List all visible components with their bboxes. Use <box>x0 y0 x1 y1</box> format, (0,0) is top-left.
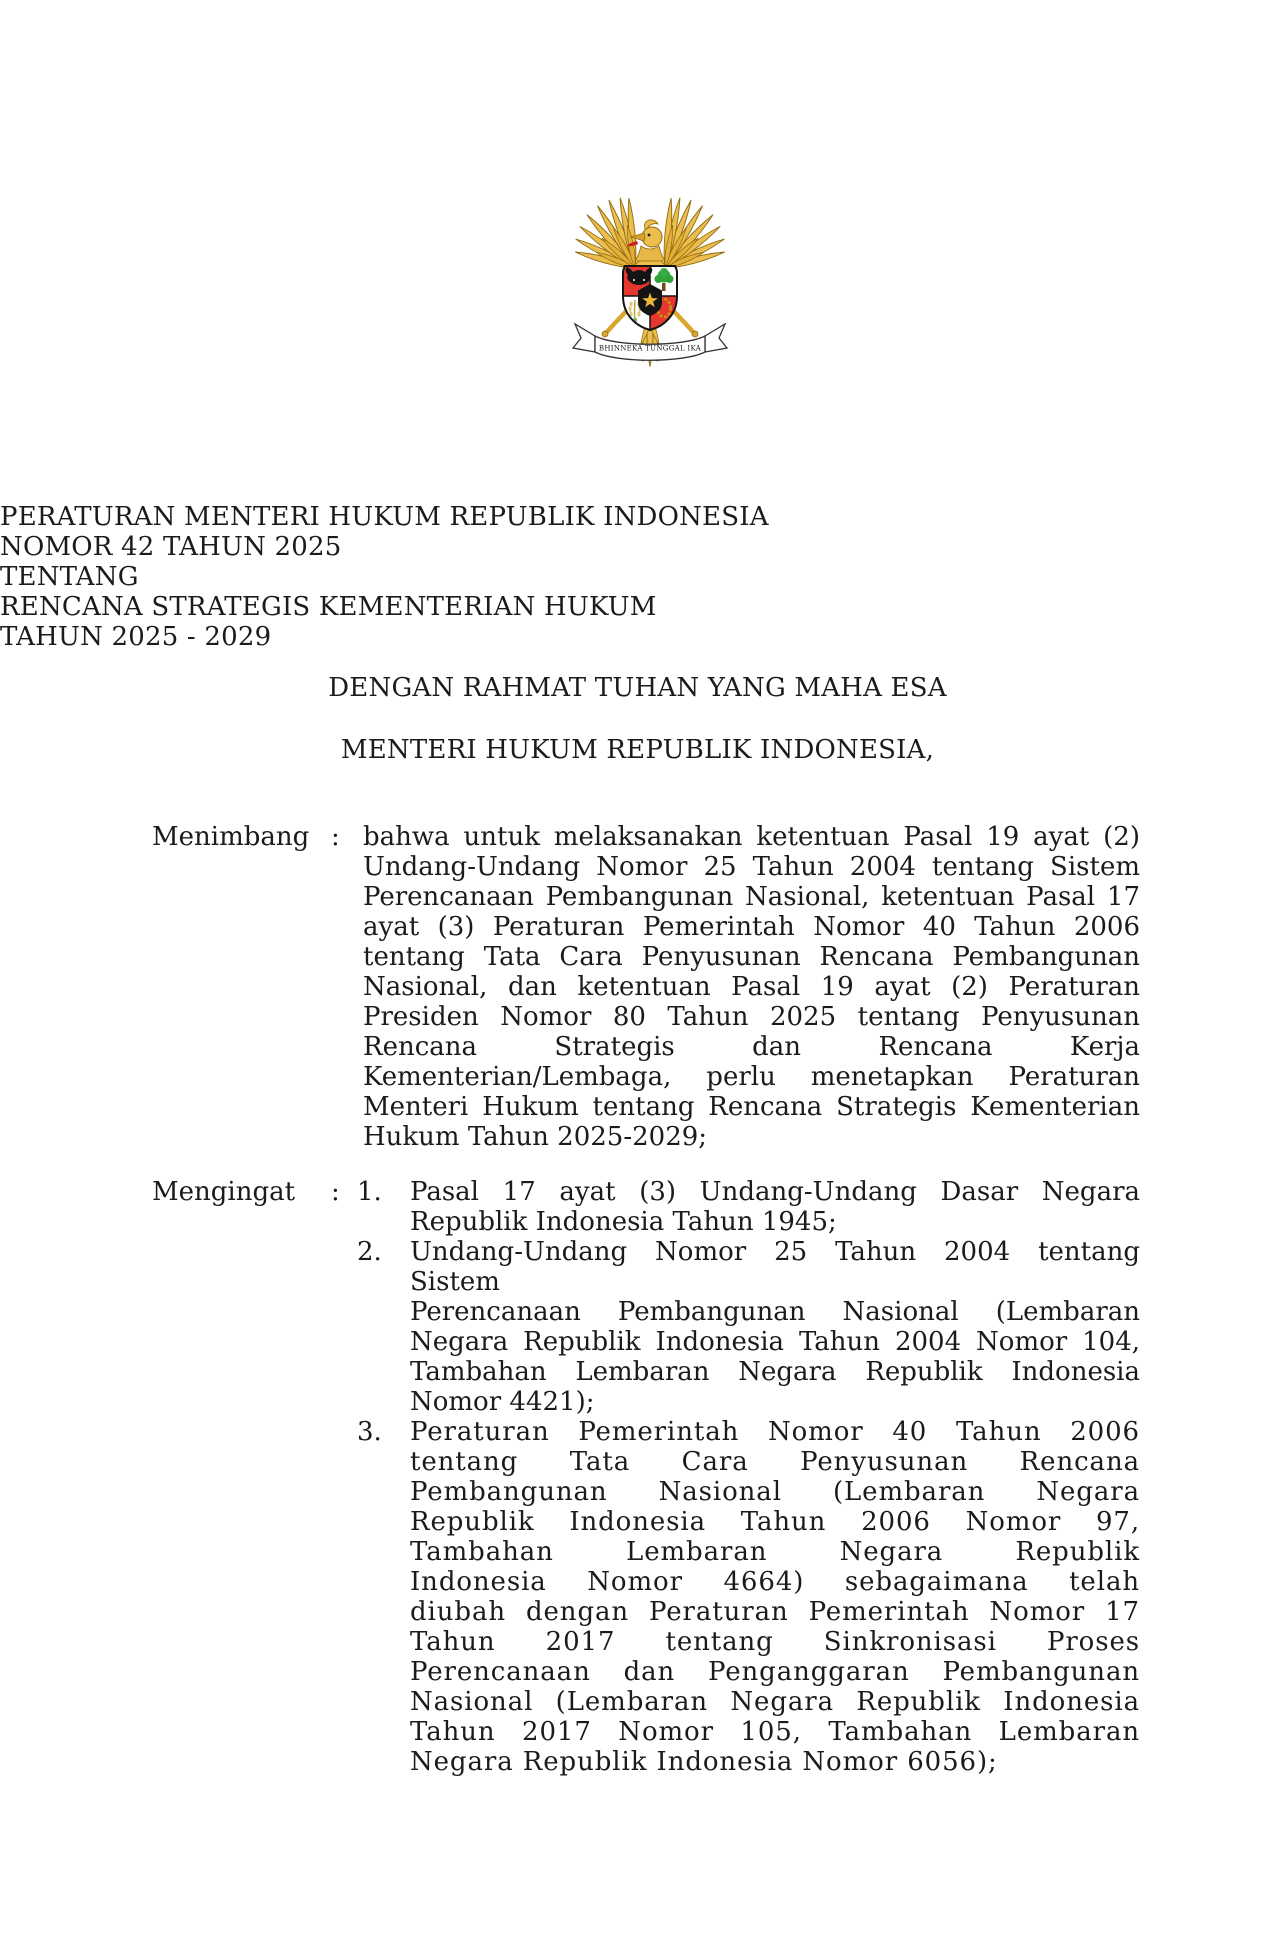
text-line: Presiden Nomor 80 Tahun 2025 tentang Penyusunan <box>363 1002 1140 1032</box>
text-line: Peraturan Pemerintah Nomor 40 Tahun 2006 <box>410 1417 1140 1447</box>
text-line: Tambahan Lembaran Negara Republik Indonesia <box>410 1357 1140 1387</box>
preamble-invocation: DENGAN RAHMAT TUHAN YANG MAHA ESA <box>328 673 947 703</box>
text-line: Rencana Strategis dan Rencana Kerja <box>363 1032 1140 1062</box>
right-talon-icon <box>692 331 698 337</box>
text-line: Menteri Hukum tentang Rencana Strategis Kementerian <box>363 1092 1140 1122</box>
legal-basis-label: Mengingat <box>152 1177 296 1207</box>
text-line: Negara Republik Indonesia Nomor 6056); <box>410 1747 998 1777</box>
legal-basis-section <box>0 1177 1275 1777</box>
text-line: Perencanaan Pembangunan Nasional (Lembaran <box>410 1297 1140 1327</box>
legal-basis-item <box>357 1177 1140 1237</box>
legal-basis-items <box>357 1177 1140 1777</box>
item-number: 2. <box>357 1237 382 1267</box>
considering-label: Menimbang <box>152 822 310 852</box>
text-line: Negara Republik Indonesia Tahun 2004 Nomor 104, <box>410 1327 1140 1357</box>
text-line: tentang Tata Cara Penyusunan Rencana Pembangunan <box>363 942 1140 972</box>
text-line: TAHUN 2025 - 2029 <box>0 622 272 652</box>
text-line: Tahun 2017 Nomor 105, Tambahan Lembaran <box>410 1717 1140 1747</box>
text-line: RENCANA STRATEGIS KEMENTERIAN HUKUM <box>0 592 657 622</box>
item-paragraph <box>410 1177 1140 1237</box>
text-line: tentang Tata Cara Penyusunan Rencana <box>410 1447 1140 1477</box>
garuda-pancasila-emblem <box>565 188 735 370</box>
text-line: Tambahan Lembaran Negara Republik <box>410 1537 1140 1567</box>
text-line: Nomor 4421); <box>410 1387 595 1417</box>
right-wing-icon <box>662 197 726 271</box>
considering-section <box>0 822 1275 1152</box>
considering-colon: : <box>331 822 340 852</box>
text-line: Kementerian/Lembaga, perlu menetapkan Peraturan <box>363 1062 1140 1092</box>
text-line: bahwa untuk melaksanakan ketentuan Pasal 19 ayat (2) <box>363 822 1140 852</box>
text-line: Republik Indonesia Tahun 1945; <box>410 1207 837 1237</box>
title-block <box>0 502 1275 652</box>
text-line: Pembangunan Nasional (Lembaran Negara <box>410 1477 1140 1507</box>
text-line: PERATURAN MENTERI HUKUM REPUBLIK INDONESIA <box>0 502 769 532</box>
left-wing-icon <box>574 197 638 271</box>
text-line: Nasional, dan ketentuan Pasal 19 ayat (2) Peraturan <box>363 972 1140 1002</box>
text-line: ayat (3) Peraturan Pemerintah Nomor 40 Tahun 2006 <box>363 912 1140 942</box>
text-line: Indonesia Nomor 4664) sebagaimana telah <box>410 1567 1140 1597</box>
item-paragraph <box>410 1237 1140 1417</box>
legal-basis-item <box>357 1417 1140 1777</box>
legal-basis-item <box>357 1237 1140 1417</box>
text-line: Perencanaan dan Penganggaran Pembangunan <box>410 1657 1140 1687</box>
motto-text: BHINNEKA TUNGGAL IKA <box>598 344 702 353</box>
item-paragraph <box>410 1417 1140 1777</box>
text-line: Republik Indonesia Tahun 2006 Nomor 97, <box>410 1507 1140 1537</box>
text-line: Perencanaan Pembangunan Nasional, ketentuan Pasal 17 <box>363 882 1140 912</box>
legal-basis-colon: : <box>331 1177 340 1207</box>
text-line: diubah dengan Peraturan Pemerintah Nomor 17 <box>410 1597 1140 1627</box>
text-line: NOMOR 42 TAHUN 2025 <box>0 532 342 562</box>
text-line: Undang-Undang Nomor 25 Tahun 2004 tentang Sistem <box>363 852 1140 882</box>
considering-paragraph <box>363 822 1140 1152</box>
item-number: 3. <box>357 1417 382 1447</box>
pancasila-shield-icon <box>623 266 677 330</box>
text-line: Hukum Tahun 2025-2029; <box>363 1122 708 1152</box>
text-line: Pasal 17 ayat (3) Undang-Undang Dasar Negara <box>410 1177 1140 1207</box>
text-line: Undang-Undang Nomor 25 Tahun 2004 tentang Sistem <box>410 1237 1140 1297</box>
preamble-authority: MENTERI HUKUM REPUBLIK INDONESIA, <box>340 735 935 765</box>
text-line: TENTANG <box>0 562 139 592</box>
item-number: 1. <box>357 1177 382 1207</box>
left-talon-icon <box>602 331 608 337</box>
text-line: Nasional (Lembaran Negara Republik Indonesia <box>410 1687 1140 1717</box>
text-line: Tahun 2017 tentang Sinkronisasi Proses <box>410 1627 1140 1657</box>
